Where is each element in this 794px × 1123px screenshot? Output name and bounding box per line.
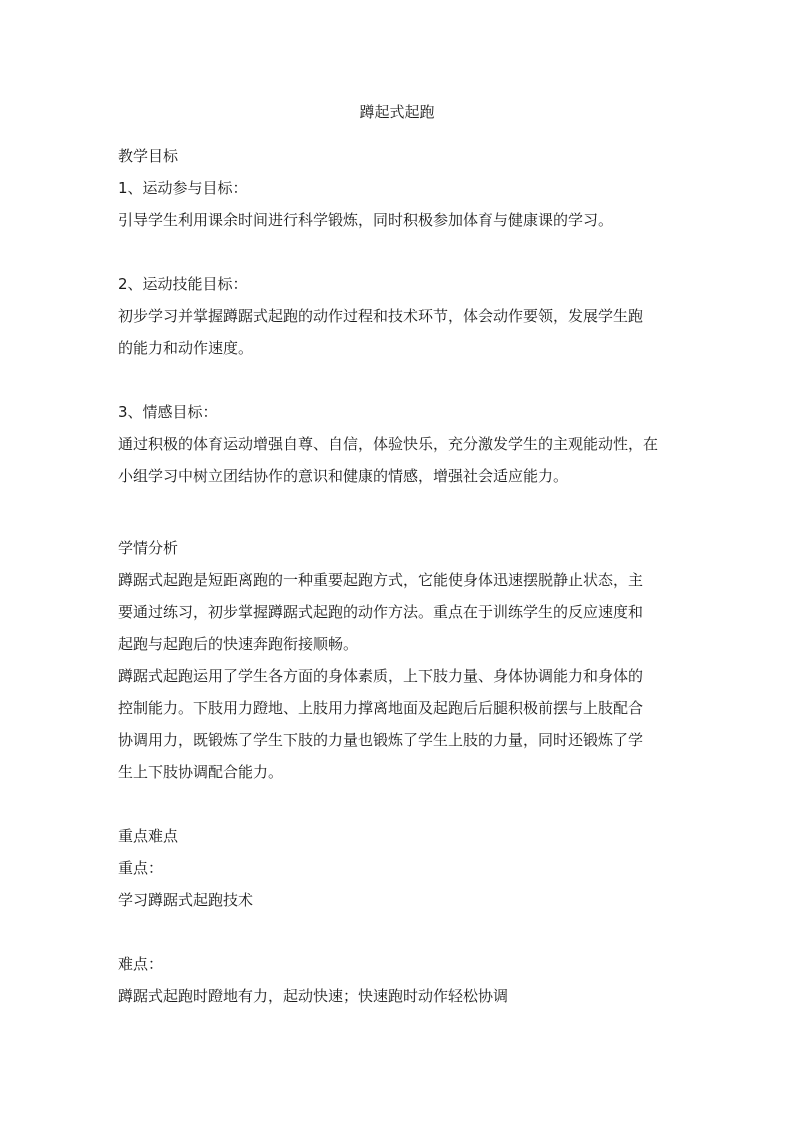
analysis-para2-line1: 蹲踞式起跑运用了学生各方面的身体素质，上下肢力量、身体协调能力和身体的	[118, 667, 644, 685]
spacer	[118, 916, 678, 948]
objective-3-text-line2: 小组学习中树立团结协作的意识和健康的情感，增强社会适应能力。	[118, 467, 569, 485]
objective-1-text: 引导学生利用课余时间进行科学锻炼，同时积极参加体育与健康课的学习。	[118, 211, 614, 229]
objective-3-text-line1: 通过积极的体育运动增强自尊、自信，体验快乐，充分激发学生的主观能动性，在	[118, 435, 659, 453]
analysis-para2-line4: 生上下肢协调配合能力。	[118, 763, 284, 781]
key-point-label: 重点：	[118, 859, 164, 877]
analysis-heading: 学情分析	[118, 539, 179, 557]
key-point-text: 学习蹲踞式起跑技术	[118, 891, 254, 909]
analysis-para2-line2: 控制能力。下肢用力蹬地、上肢用力撑离地面及起跑后后腿积极前摆与上肢配合	[118, 699, 644, 717]
objective-1-label: 1、运动参与目标：	[118, 179, 248, 197]
spacer	[118, 788, 678, 820]
spacer	[118, 492, 678, 532]
analysis-para1-line1: 蹲踞式起跑是短距离跑的一种重要起跑方式，它能使身体迅速摆脱静止状态，主	[118, 571, 644, 589]
objective-2-label: 2、运动技能目标：	[118, 275, 248, 293]
difficulty-label: 难点：	[118, 955, 164, 973]
document-title: 蹲起式起跑	[359, 103, 435, 121]
objectives-heading: 教学目标	[118, 147, 179, 165]
key-points-heading: 重点难点	[118, 827, 179, 845]
spacer	[118, 236, 678, 268]
objective-2-text-line2: 的能力和动作速度。	[118, 339, 254, 357]
analysis-para1-line3: 起跑与起跑后的快速奔跑衔接顺畅。	[118, 635, 359, 653]
objective-3-label: 3、情感目标：	[118, 403, 218, 421]
document-body	[118, 140, 678, 1012]
analysis-para1-line2: 要通过练习，初步掌握蹲踞式起跑的动作方法。重点在于训练学生的反应速度和	[118, 603, 644, 621]
analysis-para2-line3: 协调用力，既锻炼了学生下肢的力量也锻炼了学生上肢的力量，同时还锻炼了学	[118, 731, 644, 749]
objective-2-text-line1: 初步学习并掌握蹲踞式起跑的动作过程和技术环节，体会动作要领，发展学生跑	[118, 307, 644, 325]
difficulty-text: 蹲踞式起跑时蹬地有力，起动快速；快速跑时动作轻松协调	[118, 987, 509, 1005]
spacer	[118, 364, 678, 396]
